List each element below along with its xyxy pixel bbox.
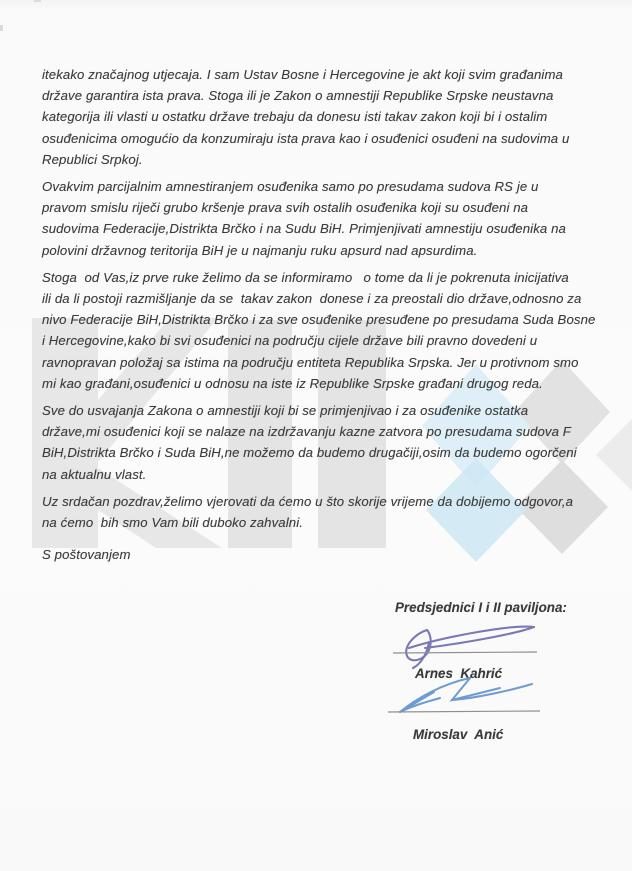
text-line: mi kao građani,osuđenici u odnosu na iste iz Republike Srpske građani drugog reda. — [42, 375, 543, 391]
text-line: BiH,Distrikta Brčko i Suda BiH,ne možemo da budemo drugačiji,osim da budemo ogorčeni — [42, 445, 577, 461]
text-line: sudovima Federacije,Distrikta Brčko i na Sudu BiH. Primjenjivati amnestiju osuđenika na — [42, 221, 566, 237]
text-line: Stoga od Vas,iz prve ruke želimo da se informiramo o tome da li je pokrenuta inicijativa — [42, 269, 569, 285]
paragraph — [42, 176, 604, 261]
text-line: na aktualnu vlast. — [42, 466, 147, 482]
text-line: ravnopravan položaj sa istima na području entiteta Republika Srpska. Jer u protivnom smo — [42, 354, 579, 370]
paragraph — [42, 64, 604, 170]
text-line: S poštovanjem — [42, 547, 131, 563]
text-line: Sve do usvajanja Zakona o amnestiji koji bi se primjenjivao i za osuđenike ostatka — [42, 403, 529, 419]
paragraph — [42, 267, 604, 394]
text-line: na ćemo bih smo Vam bili duboko zahvalni. — [42, 515, 304, 531]
letter-body — [42, 64, 604, 571]
text-line: države garantira ista prava. Stoga ili je Zakon o amnestiji Republike Srpske neustavna — [42, 88, 554, 104]
signer-name-2: Miroslav Anić — [413, 727, 504, 742]
text-line: itekako značajnog utjecaja. I sam Ustav Bosne i Hercegovine je akt koji svim građanima — [42, 67, 563, 82]
paragraph — [42, 544, 604, 565]
scan-artifact — [0, 25, 3, 31]
paragraph — [42, 400, 604, 485]
text-line: Uz srdačan pozdrav,želimo vjerovati da ćemo u što skorije vrijeme da dobijemo odgovor,a — [42, 493, 574, 509]
paragraph — [42, 491, 604, 533]
text-line: i Hercegovine,kako bi svi osuđenici na području cijele države bili pravno dovedeni u — [42, 333, 538, 349]
scan-artifact — [34, 0, 41, 2]
text-line: polovini državnog teritorija BiH je u najmanju ruku apsurd nad apsurdima. — [42, 242, 478, 258]
text-line: kategorija ili vlasti u ostatku države trebaju da donesu isti takav zakon koji bi i ostalim — [42, 109, 548, 125]
signature-title: Predsjednici I i II paviljona: — [395, 600, 567, 615]
text-line: Republici Srpkoj. — [42, 151, 143, 167]
text-line: pravom smislu riječi grubo kršenje prava svih ostalih osuđenika koji su osuđeni na — [42, 200, 529, 216]
signer-name-1: Arnes Kahrić — [415, 666, 503, 681]
text-line: nivo Federacije BiH,Distrikta Brčko i za sve osuđenike presuđene po presudama Suda Bosne — [42, 312, 596, 328]
text-line: Ovakvim parcijalnim amnestiranjem osuđenika samo po presudama sudova RS je u — [42, 179, 539, 195]
text-line: države,mi osuđenici koji se nalaze na izdržavanju kazne zatvora po presudama sudova F — [42, 424, 571, 440]
text-line: ili da li postoji razmišljanje da se takav zakon donese i za preostali dio države,odnosno za — [42, 291, 582, 307]
text-line: osuđenicima omogućio da konzumiraju ista prava kao i osuđenici osuđeni na sudovima u — [42, 130, 570, 146]
